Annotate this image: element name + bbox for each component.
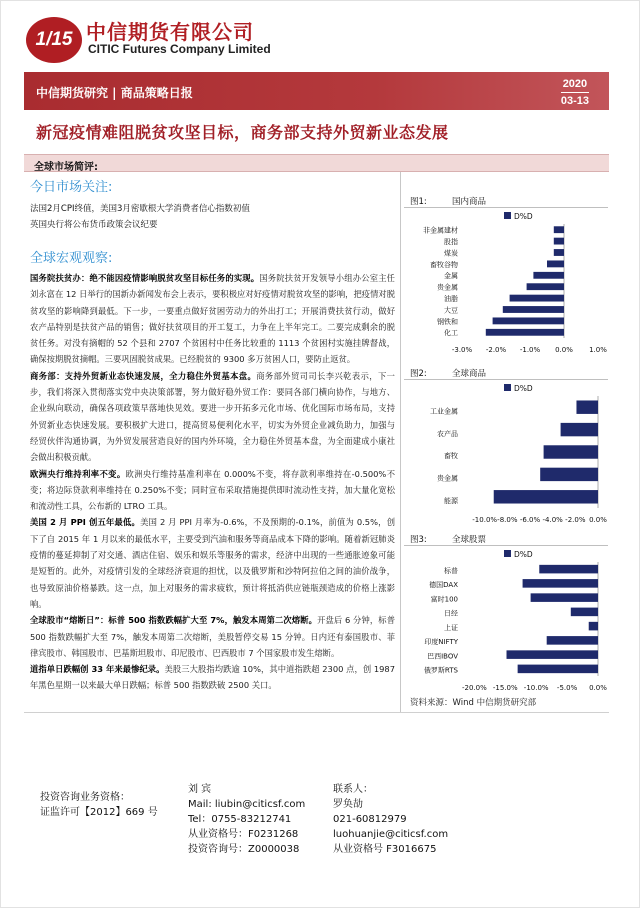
category-label: 俄罗斯RTS	[423, 666, 458, 675]
category-label: 印度NIFTY	[424, 638, 458, 647]
bar	[544, 445, 598, 458]
analyst-tel: Tel：0755-83212741	[188, 814, 292, 825]
section-header	[24, 154, 609, 172]
figure-header	[404, 364, 608, 380]
category-label: 德国DAX	[429, 581, 458, 590]
figure-header	[404, 530, 608, 546]
bar	[531, 593, 598, 602]
category-label: 农产品	[437, 429, 458, 438]
paragraph-lead: 欧洲央行维持利率不变。	[30, 468, 126, 479]
bar	[493, 317, 564, 324]
bar	[589, 622, 598, 631]
x-tick-label: -2.0%	[565, 516, 586, 524]
category-label: 畜牧	[444, 452, 458, 461]
paragraph-body: 商务部外贸司司长李兴乾表示，下一步，我们将深入贯彻落实党中央决策部署，努力做好稳外贸工作：要同各部门横向协作，与地方、企业纵向联动，确保各项政策早落地快见效。要进一步开拓多元化市场、优化国际市场布局，支持外贸新业态快速发展。要积极扩大进口，提高贸易便利化水平，切实为外贸企业减负助力，加强与经贸伙伴沟通协调，为外贸发展营造良好的国内外环境，全力稳住外贸基本盘，为全面建成小康社会做出积极贡献。	[30, 370, 395, 463]
category-label: 大豆	[444, 306, 458, 315]
paragraph-lead: 全球股市“熔断日”：标普 500 指数跌幅扩大至 7%，触发本周第二次熔断。	[30, 615, 318, 626]
x-tick-label: -8.0%	[497, 516, 518, 524]
macro-heading: 全球宏观观察:	[30, 251, 113, 266]
macro-paragraph	[30, 270, 395, 368]
analyst-name: 刘 宾	[188, 784, 212, 795]
category-label: 上证	[444, 623, 458, 632]
category-label: 贵金属	[437, 283, 458, 292]
legend-swatch	[504, 212, 511, 219]
paragraph-body: 美国 2 月 PPI 月率为-0.6%，不及预期的-0.1%，前值为 0.5%，创下了自 2015 年 1 月以来的最低水平，主要受到汽油和服务等商品成本下降的影响。随着新冠肺炎疫情的蔓延抑制了对交通、酒店住宿、娱乐和娱乐等服务的需求，经济中出现的一些通胀迹象可能是短暂的。此外，对疫情引发的全球经济衰退的担忧，以及俄罗斯和沙特阿拉伯之间的油价战争，也导致原油价格暴跌。这一点，加上对服务的需求疲软，预计将抵消供应链瓶颈造成的价格上涨影响。	[30, 517, 395, 609]
macro-paragraph	[30, 661, 395, 694]
macro-paragraph	[30, 612, 395, 661]
figure-header	[404, 192, 608, 208]
company-name-cn: 中信期货有限公司	[86, 20, 254, 44]
bar	[507, 650, 598, 659]
legend-label: D%D	[514, 550, 533, 559]
analyst-email: Mail: liubin@citicsf.com	[188, 799, 306, 810]
chart-global-equities	[404, 546, 608, 696]
x-tick-label: 0.0%	[589, 684, 607, 692]
focus-item: 英国央行将公布货币政策会议纪要	[30, 220, 158, 230]
page-headline: 新冠疫情难阻脱贫攻坚目标，商务部支持外贸新业态发展	[36, 123, 449, 142]
contact-cert: 从业资格号 F3016675	[333, 844, 437, 855]
license-number: 证监许可【2012】669 号	[40, 807, 158, 818]
section-title: 全球市场简评:	[34, 162, 98, 173]
legend-swatch	[504, 384, 511, 391]
figure-domestic-commodities	[404, 192, 608, 358]
bar	[486, 329, 564, 336]
bar	[561, 423, 598, 436]
category-label: 化工	[444, 329, 458, 338]
x-tick-label: -5.0%	[556, 684, 578, 692]
report-month-day: 03-13	[561, 92, 589, 109]
report-banner	[24, 72, 609, 110]
figure-title: 全球商品	[452, 369, 487, 379]
bar	[527, 283, 564, 290]
bar	[539, 565, 598, 574]
page-number-badge: 1/15	[35, 29, 73, 50]
report-date	[561, 76, 589, 109]
bar	[494, 490, 598, 503]
figure-number: 图1:	[410, 197, 427, 207]
paragraph-body: 美股三大股指均跌逾 10%，其中道指跌超 2300 点，创 1987 年黑色星期一以来最大单日跌幅；标普 500 指数跌破 2500 关口。	[30, 664, 395, 691]
bar	[554, 249, 564, 256]
category-label: 日经	[444, 609, 458, 618]
category-label: 富时100	[430, 595, 458, 604]
today-focus-heading: 今日市场关注:	[30, 180, 113, 195]
x-tick-label: -20.0%	[461, 684, 487, 692]
contact-label: 联系人：	[333, 784, 373, 795]
bar	[503, 306, 564, 313]
bar	[540, 468, 598, 481]
source-note: 资料来源：Wind 中信期货研究部	[410, 698, 537, 708]
x-tick-label: -10.0%	[523, 684, 549, 692]
chart-global-commodities	[404, 380, 608, 528]
macro-paragraph	[30, 514, 395, 612]
bar	[554, 238, 564, 245]
company-name-en: CITIC Futures Company Limited	[88, 42, 271, 56]
bar	[510, 295, 564, 302]
category-label: 金属	[444, 272, 458, 281]
figure-global-commodities	[404, 364, 608, 528]
x-tick-label: -3.0%	[451, 346, 473, 354]
figure-number: 图3:	[410, 535, 427, 545]
focus-item: 法国2月CPI终值，美国3月密歇根大学消费者信心指数初值	[30, 204, 250, 214]
report-year: 2020	[562, 78, 588, 90]
paragraph-lead: 国务院扶贫办：绝不能因疫情影响脱贫攻坚目标任务的实现。	[30, 273, 260, 283]
category-label: 油脂	[444, 295, 458, 304]
category-label: 煤炭	[444, 249, 458, 258]
bar	[547, 260, 564, 267]
category-label: 能源	[444, 497, 458, 506]
bar	[533, 272, 564, 279]
commentary-column	[30, 176, 395, 694]
footer-license	[40, 790, 158, 820]
bar	[576, 400, 598, 413]
analyst-cert: 从业资格号：F0231268	[188, 829, 299, 840]
footer-contact	[333, 782, 448, 857]
column-divider	[400, 172, 401, 712]
category-label: 钢铁和	[437, 317, 458, 326]
paragraph-lead: 商务部：支持外贸新业态快速发展，全力稳住外贸基本盘。	[30, 370, 257, 381]
paragraph-body: 开盘后 6 分钟，标普 500 指数跌幅扩大至 7%，触发本周第二次熔断，美股暂停交易 15 分钟。日内还有泰国股市、菲律宾股市、韩国股市、巴基斯坦股市、印尼股市、巴西股市 7 个国家股市发生熔断。	[30, 615, 395, 658]
macro-paragraph	[30, 368, 395, 466]
bar	[554, 226, 564, 233]
analyst-cert: 投资咨询号：Z0000038	[188, 844, 300, 855]
figure-title: 全球股票	[452, 535, 487, 545]
category-label: 非金属建材	[423, 226, 458, 235]
contact-name: 罗奂劼	[333, 799, 363, 810]
paragraph-body: 国务院扶贫开发领导小组办公室主任刘永富在 12 日举行的国新办新闻发布会上表示，要积极应对好疫情对脱贫攻坚的影响，把疫情对脱贫攻坚的影响降到最低。下一步，一要重点做好贫困劳动力的外出打工；开展消费扶贫行动，做好农产品特别是扶贫产品的销售；做好扶贫项目的开工复工，力争在上半年完工。二要完成剩余的脱贫任务。对没有摘帽的 52 个县和 2707 个贫困村中任务比较重的 1113 个贫困村实施挂牌督战，确保按期脱贫摘帽。三要巩固脱贫成果。已经脱贫的 9300 多万贫困人口，要防止返贫。	[30, 273, 395, 365]
chart-domestic-commodities	[404, 208, 608, 358]
x-tick-label: -6.0%	[519, 516, 541, 524]
paragraph-lead: 美国 2 月 PPI 创五年最低。	[30, 517, 141, 528]
x-tick-label: -1.0%	[519, 346, 541, 354]
x-tick-label: 0.0%	[555, 346, 573, 354]
legend-swatch	[504, 550, 511, 557]
contact-email: luohuanjie@citicsf.com	[333, 829, 449, 840]
x-tick-label: -15.0%	[492, 684, 518, 692]
paragraph-lead: 道指单日跌幅创 33 年来最惨纪录。	[30, 664, 165, 675]
figure-title: 国内商品	[452, 197, 487, 207]
footer-analyst	[188, 782, 305, 857]
x-tick-label: -10.0%	[472, 516, 498, 524]
company-logo-badge	[26, 17, 82, 63]
legend-label: D%D	[514, 212, 533, 221]
x-tick-label: 1.0%	[589, 346, 607, 354]
bar	[571, 608, 598, 617]
figure-number: 图2:	[410, 369, 427, 379]
license-label: 投资咨询业务资格：	[40, 792, 130, 803]
macro-paragraph	[30, 466, 395, 515]
bar	[547, 636, 598, 645]
footer-divider	[24, 712, 609, 713]
category-label: 畜牧谷物	[430, 260, 458, 269]
bar	[523, 579, 598, 588]
bar	[518, 665, 598, 674]
category-label: 贵金属	[437, 474, 458, 483]
figure-global-equities	[404, 530, 608, 696]
category-label: 巴西IBOV	[427, 652, 458, 661]
report-series-title: 中信期货研究 | 商品策略日报	[36, 86, 193, 100]
category-label: 股指	[444, 238, 458, 247]
x-tick-label: -4.0%	[542, 516, 563, 524]
x-tick-label: 0.0%	[589, 516, 607, 524]
paragraph-body: 欧洲央行维持基准利率在 0.000%不变，将存款利率维持在-0.500%不变；将边际贷款利率维持在 0.250%不变；同时宣布采取措施提供即时流动性支持，加大量化宽松和流动性工具，公布新的 LTRO 工具。	[30, 468, 395, 512]
legend-label: D%D	[514, 384, 533, 393]
category-label: 标普	[444, 566, 458, 575]
x-tick-label: -2.0%	[485, 346, 507, 354]
category-label: 工业金属	[430, 407, 458, 416]
contact-tel: 021-60812979	[333, 814, 407, 825]
